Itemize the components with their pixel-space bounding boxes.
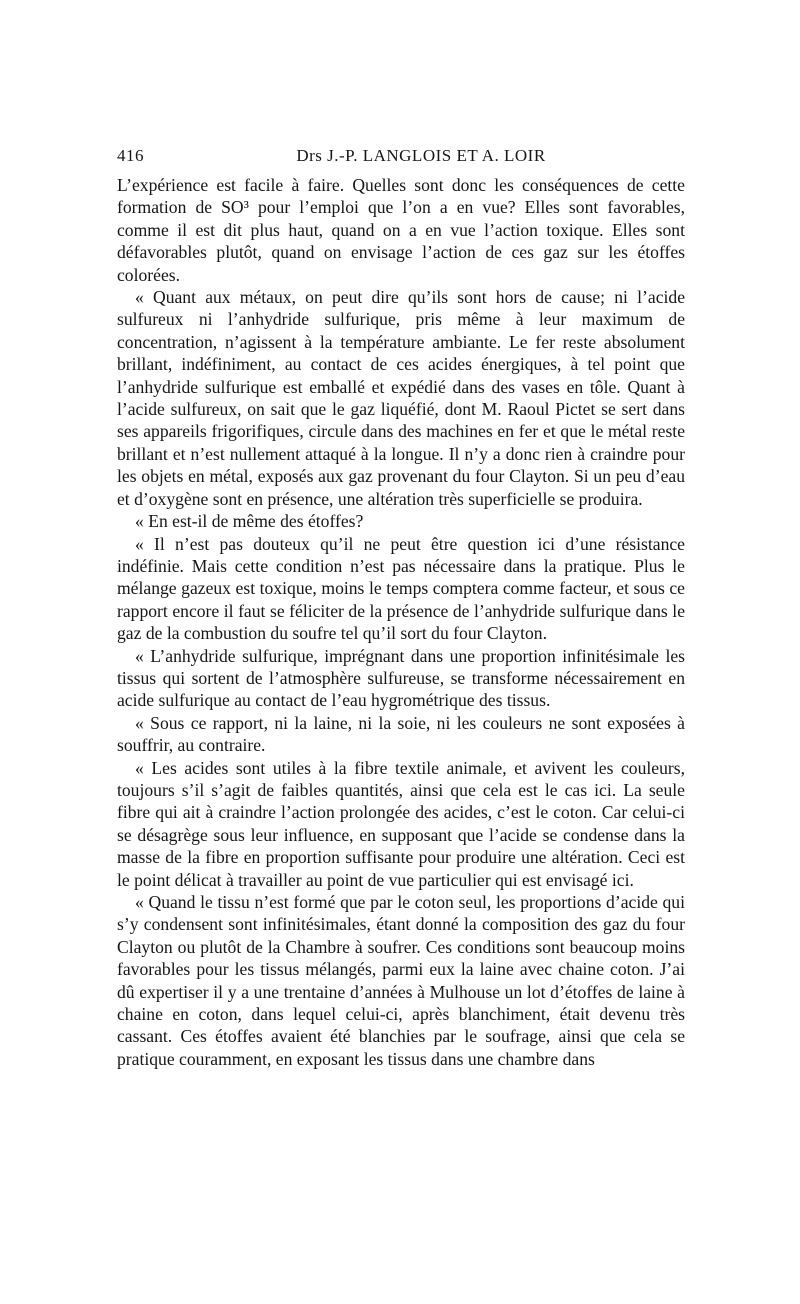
book-page: [117, 144, 685, 1070]
paragraph: « L’anhydride sulfurique, imprégnant dans une proportion infinitésimale les tissus qui sortent de l’atmosphère sulfureuse, se transforme nécessairement en acide sulfurique au contact de l’eau hygrométrique des tissus.: [117, 645, 685, 711]
paragraph: « Il n’est pas douteux qu’il ne peut être question ici d’une résistance indéfinie. Mais cette condition n’est pas nécessaire dans la pratique. Plus le mélange gazeux est toxique, moins le temps comptera comme facteur, et sous ce rapport encore il faut se féliciter de la présence de l’anhydride sulfurique dans le gaz de la combustion du soufre tel qu’il sort du four Clayton.: [117, 533, 685, 644]
page-number: 416: [117, 146, 144, 165]
paragraph: « Sous ce rapport, ni la laine, ni la soie, ni les couleurs ne sont exposées à souffrir, au contraire.: [117, 712, 685, 756]
paragraph: L’expérience est facile à faire. Quelles sont donc les conséquences de cette formation de SO³ pour l’emploi que l’on a en vue? Elles sont favorables, comme il est dit plus haut, quand on a en vue l’action toxique. Elles sont défavorables plutôt, quand on envisage l’action de ces gaz sur les étoffes colorées.: [117, 175, 685, 285]
running-header: [117, 144, 685, 174]
paragraph: « Quand le tissu n’est formé que par le coton seul, les proportions d’acide qui s’y condensent sont infinitésimales, étant donné la composition des gaz du four Clayton ou plutôt de la Chambre à soufrer. Ces conditions sont beaucoup moins favorables pour les tissus mélangés, parmi eux la laine avec chaine coton. J’ai dû expertiser il y a une trentaine d’années à Mulhouse un lot d’étoffes de laine à chaine en coton, dans lequel celui-ci, après blanchiment, était devenu très cassant. Ces étoffes avaient été blanchies par le soufrage, ainsi que cela se pratique couramment, en exposant les tissus dans une chambre dans: [117, 892, 685, 1069]
paragraph: « Quant aux métaux, on peut dire qu’ils sont hors de cause; ni l’acide sulfureux ni l’anhydride sulfurique, pris même à leur maximum de concentration, n’agissent à la température ambiante. Le fer reste absolument brillant, indéfiniment, au contact de ces acides énergiques, à tel point que l’anhydride sulfurique est emballé et expédié dans des vases en tôle. Quant à l’acide sulfureux, on sait que le gaz liquéfié, dont M. Raoul Pictet se sert dans ses appareils frigorifiques, circule dans des machines en fer et que le métal reste brillant et n’est nullement attaqué à la longue. Il n’y a donc rien à craindre pour les objets en métal, exposés aux gaz provenant du four Clayton. Si un peu d’eau et d’oxygène sont en présence, une altération très superficielle se produira.: [117, 287, 685, 509]
running-title: Drs J.-P. LANGLOIS ET A. LOIR: [296, 146, 546, 165]
body-text: [117, 174, 685, 1070]
paragraph: « En est-il de même des étoffes?: [135, 511, 364, 532]
paragraph: « Les acides sont utiles à la fibre textile animale, et avivent les couleurs, toujours s’il s’agit de faibles quantités, ainsi que cela est le cas ici. La seule fibre qui ait à craindre l’action prolongée des acides, c’est le coton. Car celui-ci se désagrège sous leur influence, en supposant que l’acide se condense dans la masse de la fibre en proportion suffisante pour produire une altération. Ceci est le point délicat à travailler au point de vue particulier qui est envisagé ici.: [117, 757, 685, 890]
